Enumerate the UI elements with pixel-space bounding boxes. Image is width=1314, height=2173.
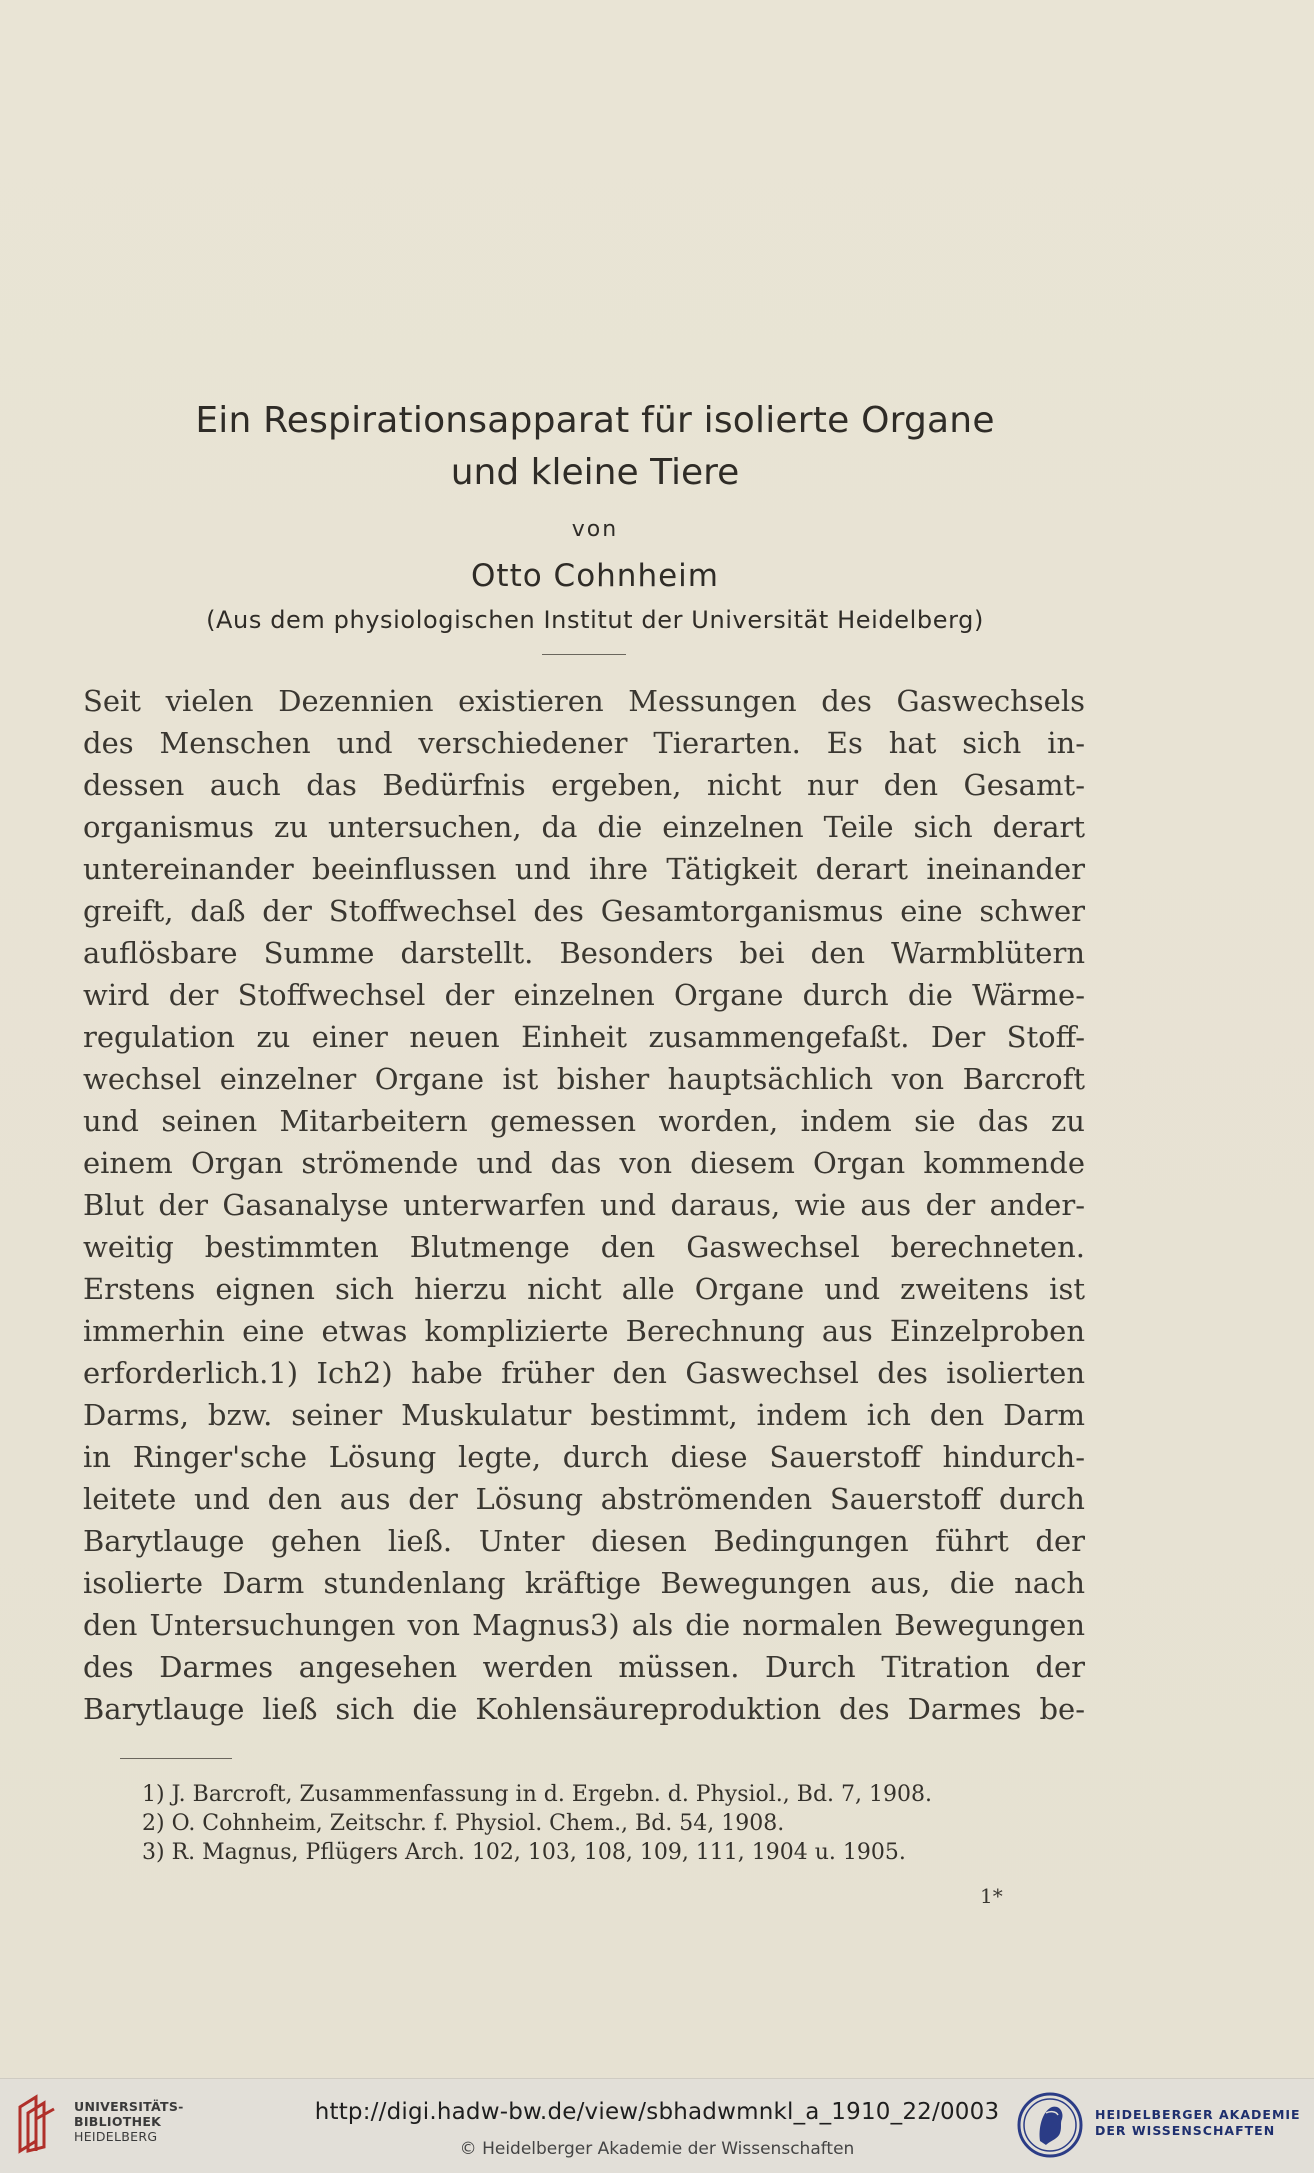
- byline-von: von: [571, 517, 619, 542]
- body-text: [83, 680, 1085, 1730]
- body-line: Barytlauge ließ sich die Kohlensäureproduktion des Darmes be-: [83, 1692, 1085, 1726]
- body-line: regulation zu einer neuen Einheit zusammengefaßt. Der Stoff-: [83, 1020, 1085, 1054]
- copyright-notice: © Heidelberger Akademie der Wissenschaften: [459, 2139, 855, 2159]
- footnote-divider: [120, 1758, 232, 1759]
- academy-name-line-2: DER WISSENSCHAFTEN: [1095, 2123, 1276, 2138]
- body-line: immerhin eine etwas komplizierte Berechnung aus Einzelproben: [83, 1314, 1085, 1348]
- footnote-3: 3) R. Magnus, Pflügers Arch. 102, 103, 108, 109, 111, 1904 u. 1905.: [142, 1840, 906, 1865]
- body-line: greift, daß der Stoffwechsel des Gesamtorganismus eine schwer: [83, 894, 1085, 928]
- library-name-line-3: HEIDELBERG: [74, 2129, 158, 2144]
- body-line: erforderlich.1) Ich2) habe früher den Gaswechsel des isolierten: [83, 1356, 1085, 1390]
- affiliation: (Aus dem physiologischen Institut der Universität Heidelberg): [206, 606, 984, 634]
- body-line: leitete und den aus der Lösung abströmenden Sauerstoff durch: [83, 1482, 1085, 1516]
- body-line: weitig bestimmten Blutmenge den Gaswechsel berechneten.: [83, 1230, 1085, 1264]
- body-line: isolierte Darm stundenlang kräftige Bewegungen aus, die nach: [83, 1566, 1085, 1600]
- body-line: Darms, bzw. seiner Muskulatur bestimmt, indem ich den Darm: [83, 1398, 1085, 1432]
- library-name-line-1: UNIVERSITÄTS-: [74, 2099, 184, 2114]
- title-divider: [542, 654, 626, 655]
- body-line: wechsel einzelner Organe ist bisher hauptsächlich von Barcroft: [83, 1062, 1085, 1096]
- body-line: des Darmes angesehen werden müssen. Durch Titration der: [83, 1650, 1085, 1684]
- body-line: Seit vielen Dezennien existieren Messungen des Gaswechsels: [83, 684, 1085, 718]
- body-line: den Untersuchungen von Magnus3) als die normalen Bewegungen: [83, 1608, 1085, 1642]
- permalink-url[interactable]: http://digi.hadw-bw.de/view/sbhadwmnkl_a_1910_22/0003: [314, 2099, 1000, 2125]
- author-name: Otto Cohnheim: [471, 558, 719, 594]
- body-line: Blut der Gasanalyse unterwarfen und daraus, wie aus der ander-: [83, 1188, 1085, 1222]
- body-line: auflösbare Summe darstellt. Besonders bei den Warmblütern: [83, 936, 1085, 970]
- body-line: in Ringer'sche Lösung legte, durch diese Sauerstoff hindurch-: [83, 1440, 1085, 1474]
- academy-name-line-1: HEIDELBERGER AKADEMIE: [1095, 2107, 1301, 2122]
- body-line: Erstens eignen sich hierzu nicht alle Organe und zweitens ist: [83, 1272, 1085, 1306]
- article-title-line-1: Ein Respirationsapparat für isolierte Organe: [195, 400, 995, 441]
- academy-name: [1095, 2107, 1301, 2139]
- academy-seal-icon[interactable]: [1016, 2089, 1084, 2161]
- body-line: wird der Stoffwechsel der einzelnen Organe durch die Wärme-: [83, 978, 1085, 1012]
- body-line: Barytlauge gehen ließ. Unter diesen Bedingungen führt der: [83, 1524, 1085, 1558]
- body-line: untereinander beeinflussen und ihre Tätigkeit derart ineinander: [83, 852, 1085, 886]
- body-line: organismus zu untersuchen, da die einzelnen Teile sich derart: [83, 810, 1085, 844]
- body-line: einem Organ strömende und das von diesem Organ kommende: [83, 1146, 1085, 1180]
- page-number: 1*: [980, 1884, 1003, 1908]
- body-line: des Menschen und verschiedener Tierarten. Es hat sich in-: [83, 726, 1085, 760]
- library-name-line-2: BIBLIOTHEK: [74, 2114, 162, 2129]
- viewer-footer: [0, 2078, 1314, 2173]
- footnote-1: 1) J. Barcroft, Zusammenfassung in d. Ergebn. d. Physiol., Bd. 7, 1908.: [142, 1782, 932, 1807]
- article-title-line-2: und kleine Tiere: [450, 452, 740, 493]
- body-line: dessen auch das Bedürfnis ergeben, nicht nur den Gesamt-: [83, 768, 1085, 802]
- footnote-2: 2) O. Cohnheim, Zeitschr. f. Physiol. Chem., Bd. 54, 1908.: [142, 1811, 785, 1836]
- body-line: und seinen Mitarbeitern gemessen worden, indem sie das zu: [83, 1104, 1085, 1138]
